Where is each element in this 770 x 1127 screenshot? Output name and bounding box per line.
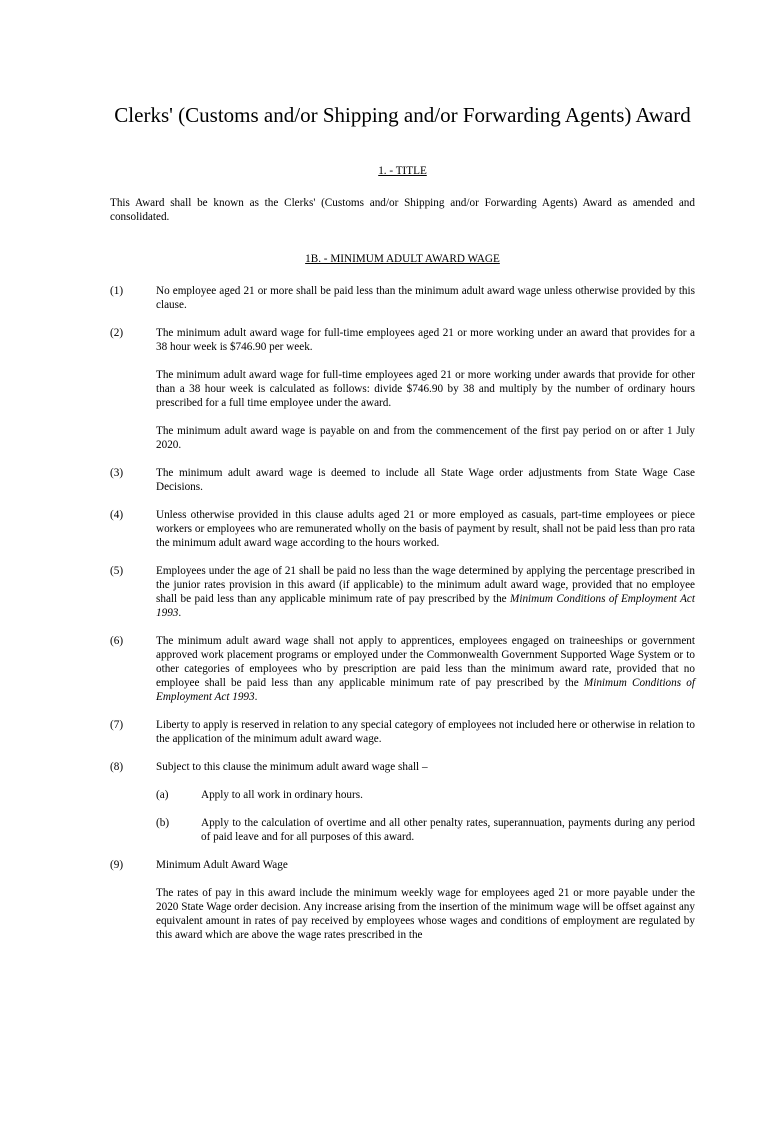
- clause-body: [156, 564, 695, 620]
- clause-1: [110, 284, 695, 312]
- clause-text: The minimum adult award wage is deemed to include all State Wage order adjustments from State Wage Case Decisions.: [156, 467, 695, 493]
- clause-number: (1): [110, 285, 124, 297]
- clause-number: (5): [110, 565, 124, 577]
- act-reference: Minimum Conditions of Employment Act 1993: [156, 593, 695, 619]
- clause-end: .: [178, 607, 182, 619]
- clause-heading: Minimum Adult Award Wage: [156, 859, 288, 871]
- clause-text: The minimum adult award wage shall not apply to apprentices, employees engaged on traineeships or government approved work placement programs or employed under the Commonwealth Government Supported Wage System or to other categories of employees who by prescription are paid less than the minimum award rate, provided that no employee shall be paid less than any applicable minimum rate of pay prescribed by the: [156, 635, 695, 689]
- clause-3: [110, 466, 695, 494]
- clause-text: Employees under the age of 21 shall be paid no less than the wage determined by applying the percentage prescribed in the junior rates provision in this award (if applicable) to the minimum adult award wage, provided that no employee shall be paid less than any applicable minimum rate of pay prescribed by the: [156, 565, 695, 605]
- clause-8: [110, 760, 695, 774]
- clause-8-a: [156, 788, 695, 802]
- clause-number: (8): [110, 761, 124, 773]
- clause-number: (3): [110, 467, 124, 479]
- document-page: [0, 103, 770, 1127]
- clause-number: (2): [110, 327, 124, 339]
- clause-body: [156, 858, 695, 942]
- clause-text: Subject to this clause the minimum adult award wage shall –: [156, 761, 428, 773]
- clause-text: Unless otherwise provided in this clause adults aged 21 or more employed as casuals, part-time employees or piece workers or employees who are remunerated wholly on the basis of payment by result, shall not be paid less than pro rata the minimum adult award wage according to the hours worked.: [156, 509, 695, 549]
- clause-end: .: [254, 691, 258, 703]
- section-title-heading: 1. - TITLE: [378, 165, 427, 177]
- clause-7: [110, 718, 695, 746]
- document-title: Clerks' (Customs and/or Shipping and/or Forwarding Agents) Award: [114, 103, 691, 127]
- section-title-text: This Award shall be known as the Clerks' (Customs and/or Shipping and/or Forwarding Agents) Award as amended and consolidated.: [110, 197, 695, 223]
- clause-text: Liberty to apply is reserved in relation to any special category of employees not included here or otherwise in relation to the application of the minimum adult award wage.: [156, 719, 695, 745]
- clause-text: The minimum adult award wage is payable on and from the commencement of the first pay period on or after 1 July 2020.: [156, 425, 695, 451]
- subclause-number: (a): [156, 789, 169, 801]
- clause-number: (6): [110, 635, 124, 647]
- clause-body: [156, 326, 695, 452]
- clause-number: (7): [110, 719, 124, 731]
- clause-8-b: [156, 816, 695, 844]
- clause-number: (9): [110, 859, 124, 871]
- clause-4: [110, 508, 695, 550]
- section-wage-heading: 1B. - MINIMUM ADULT AWARD WAGE: [305, 253, 500, 265]
- subclause-text: Apply to the calculation of overtime and all other penalty rates, superannuation, payments during any period of paid leave and for all purposes of this award.: [201, 817, 695, 843]
- subclause-number: (b): [156, 817, 170, 829]
- clause-body: [156, 634, 695, 704]
- clause-9: [110, 858, 695, 942]
- clause-text: No employee aged 21 or more shall be paid less than the minimum adult award wage unless otherwise provided by this clause.: [156, 285, 695, 311]
- clause-text: The minimum adult award wage for full-time employees aged 21 or more working under an award that provides for a 38 hour week is $746.90 per week.: [156, 327, 695, 353]
- act-reference: Minimum Conditions of Employment Act 1993: [156, 677, 695, 703]
- clause-6: [110, 634, 695, 704]
- clause-number: (4): [110, 509, 124, 521]
- clause-text: The rates of pay in this award include the minimum weekly wage for employees aged 21 or more payable under the 2020 State Wage order decision. Any increase arising from the insertion of the minimum wage will be offset against any equivalent amount in rates of pay received by employees whose wages and conditions of employment are regulated by this award which are above the wage rates prescribed in the: [156, 887, 695, 941]
- clause-2: [110, 326, 695, 452]
- subclause-text: Apply to all work in ordinary hours.: [201, 789, 363, 801]
- clause-5: [110, 564, 695, 620]
- clause-text: The minimum adult award wage for full-time employees aged 21 or more working under awards that provide for other than a 38 hour week is calculated as follows: divide $746.90 by 38 and multiply by the number of ordinary hours prescribed for a full time employee under the award.: [156, 369, 695, 409]
